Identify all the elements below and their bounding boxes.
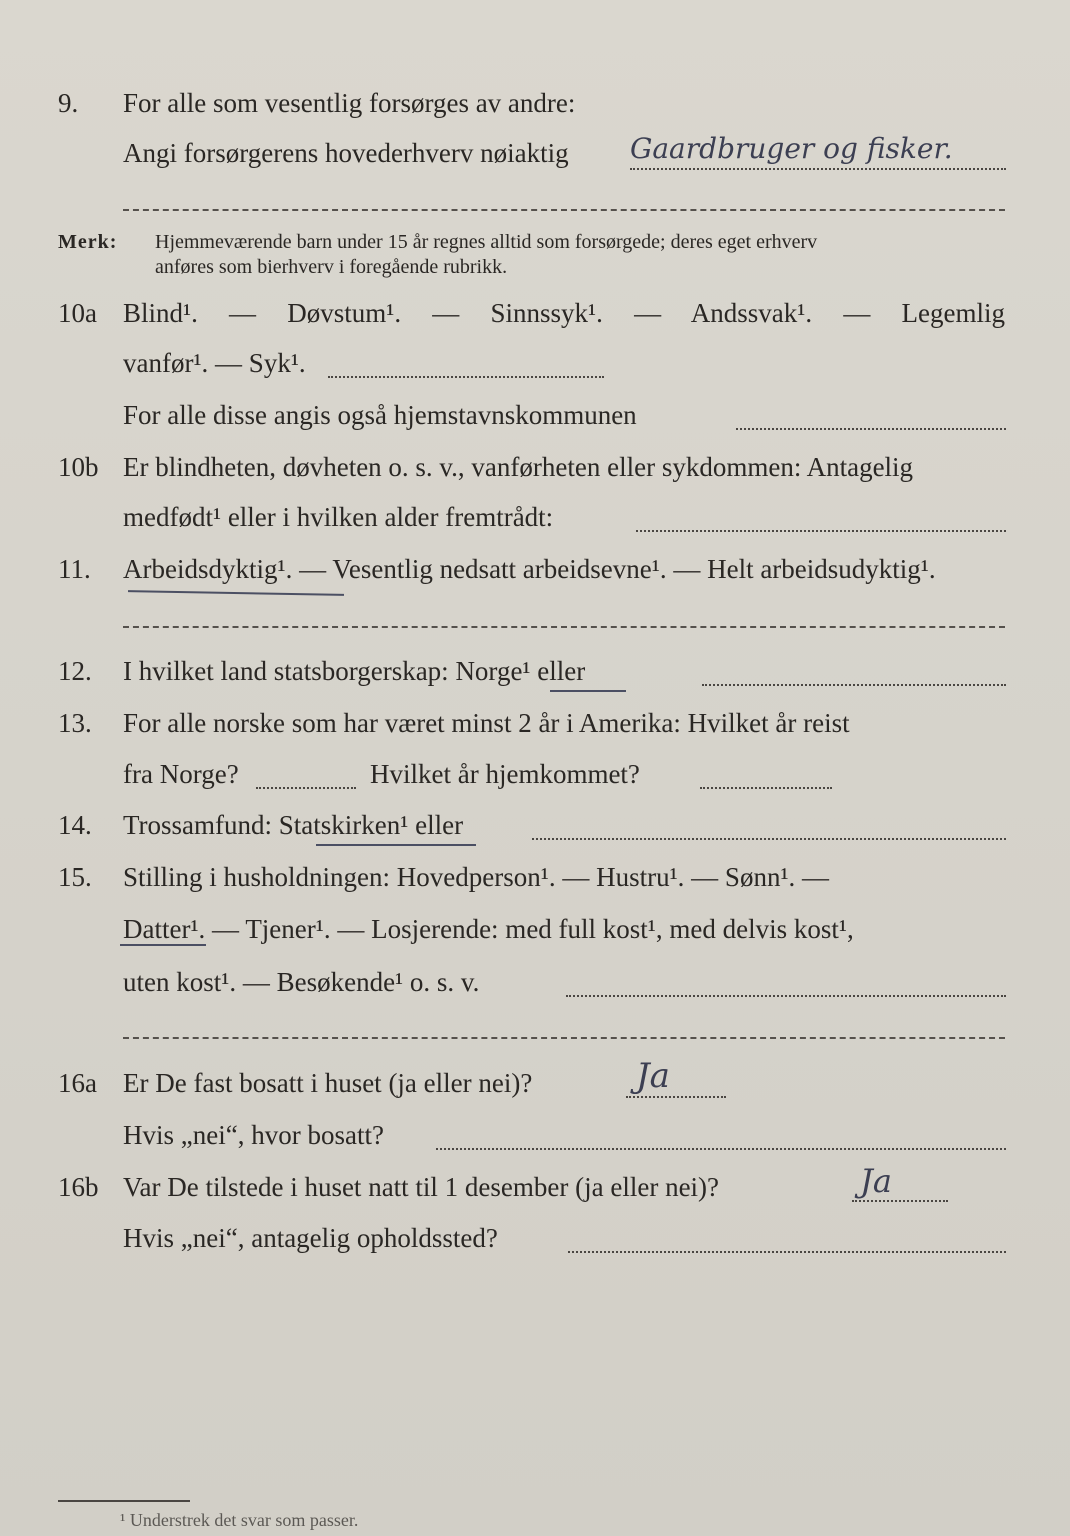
question-number: 10a: [58, 298, 97, 328]
question-number: 12.: [58, 656, 92, 686]
answer-line: [630, 168, 1006, 170]
question-10b-line-2: medfødt¹ eller i hvilken alder fremtrådt:: [123, 502, 554, 532]
question-10a-line-2: vanfør¹. — Syk¹.: [123, 348, 306, 378]
question-13-line-2b: Hvilket år hjemkommet?: [370, 759, 640, 789]
footnote-rule: [58, 1500, 190, 1502]
section-divider: [123, 1037, 1005, 1039]
note-line-1: Hjemmeværende barn under 15 år regnes alltid som forsørgede; deres eget erhverv: [155, 231, 818, 253]
answer-line: [700, 787, 832, 789]
answer-line: [436, 1148, 1006, 1150]
question-11-line-1: Arbeidsdyktig¹. — Vesentlig nedsatt arbeidsevne¹. — Helt arbeidsudyktig¹.: [123, 554, 936, 584]
question-12-line-1: I hvilket land statsborgerskap: Norge¹ eller: [123, 656, 586, 686]
question-9-line-2: Angi forsørgerens hovederhverv nøiaktig: [123, 138, 569, 168]
question-10b-line-1: Er blindheten, døvheten o. s. v., vanførheten eller sykdommen: Antagelig: [123, 452, 914, 482]
answer-line: [566, 995, 1006, 997]
question-16b-line-1: Var De tilstede i huset natt til 1 desember (ja eller nei)?: [123, 1172, 720, 1202]
question-13-line-2a: fra Norge?: [123, 759, 239, 789]
section-divider: [123, 209, 1005, 211]
question-15-line-3: uten kost¹. — Besøkende¹ o. s. v.: [123, 967, 480, 997]
answer-line: [636, 530, 1006, 532]
question-number: 10b: [58, 452, 99, 482]
answer-line: [568, 1251, 1006, 1253]
handwritten-answer-occupation: Gaardbruger og fisker.: [630, 132, 953, 165]
question-15-line-2: Datter¹. — Tjener¹. — Losjerende: med full kost¹, med delvis kost¹,: [123, 914, 854, 944]
question-number: 13.: [58, 708, 92, 738]
answer-line: [626, 1096, 726, 1098]
handwritten-answer-present: Ja: [860, 1162, 892, 1200]
question-number: 16b: [58, 1172, 99, 1202]
question-9-line-1: For alle som vesentlig forsørges av andre:: [123, 88, 576, 118]
handwritten-underline: [550, 690, 626, 692]
question-number: 16a: [58, 1068, 97, 1098]
answer-line: [852, 1200, 948, 1202]
section-divider: [123, 626, 1005, 628]
handwritten-underline: [316, 844, 476, 846]
question-14-line-1: Trossamfund: Statskirken¹ eller: [123, 810, 464, 840]
note-line-2: anføres som bierhverv i foregående rubrikk.: [155, 256, 508, 278]
question-15-line-1: Stilling i husholdningen: Hovedperson¹. — Hustru¹. — Sønn¹. —: [123, 862, 830, 892]
handwritten-underline: [120, 944, 206, 946]
answer-line: [328, 376, 604, 378]
handwritten-underline: [128, 590, 344, 596]
question-13-line-1: For alle norske som har været minst 2 år i Amerika: Hvilket år reist: [123, 708, 850, 738]
answer-line: [702, 684, 1006, 686]
question-16b-line-2: Hvis „nei“, antagelig opholdssted?: [123, 1223, 498, 1253]
note-label: Merk:: [58, 231, 118, 253]
answer-line: [736, 428, 1006, 430]
question-10a-line-3: For alle disse angis også hjemstavnskommunen: [123, 400, 637, 430]
question-number: 15.: [58, 862, 92, 892]
answer-line: [256, 787, 356, 789]
question-number: 14.: [58, 810, 92, 840]
question-16a-line-1: Er De fast bosatt i huset (ja eller nei)?: [123, 1068, 533, 1098]
question-10a-line-1: Blind¹. — Døvstum¹. — Sinnssyk¹. — Andssvak¹. — Legemlig: [123, 298, 1005, 328]
question-number: 9.: [58, 88, 79, 118]
question-number: 11.: [58, 554, 91, 584]
question-16a-line-2: Hvis „nei“, hvor bosatt?: [123, 1120, 384, 1150]
answer-line: [532, 838, 1006, 840]
handwritten-answer-resident: Ja: [636, 1056, 670, 1096]
footnote-text: ¹ Understrek det svar som passer.: [120, 1510, 359, 1530]
